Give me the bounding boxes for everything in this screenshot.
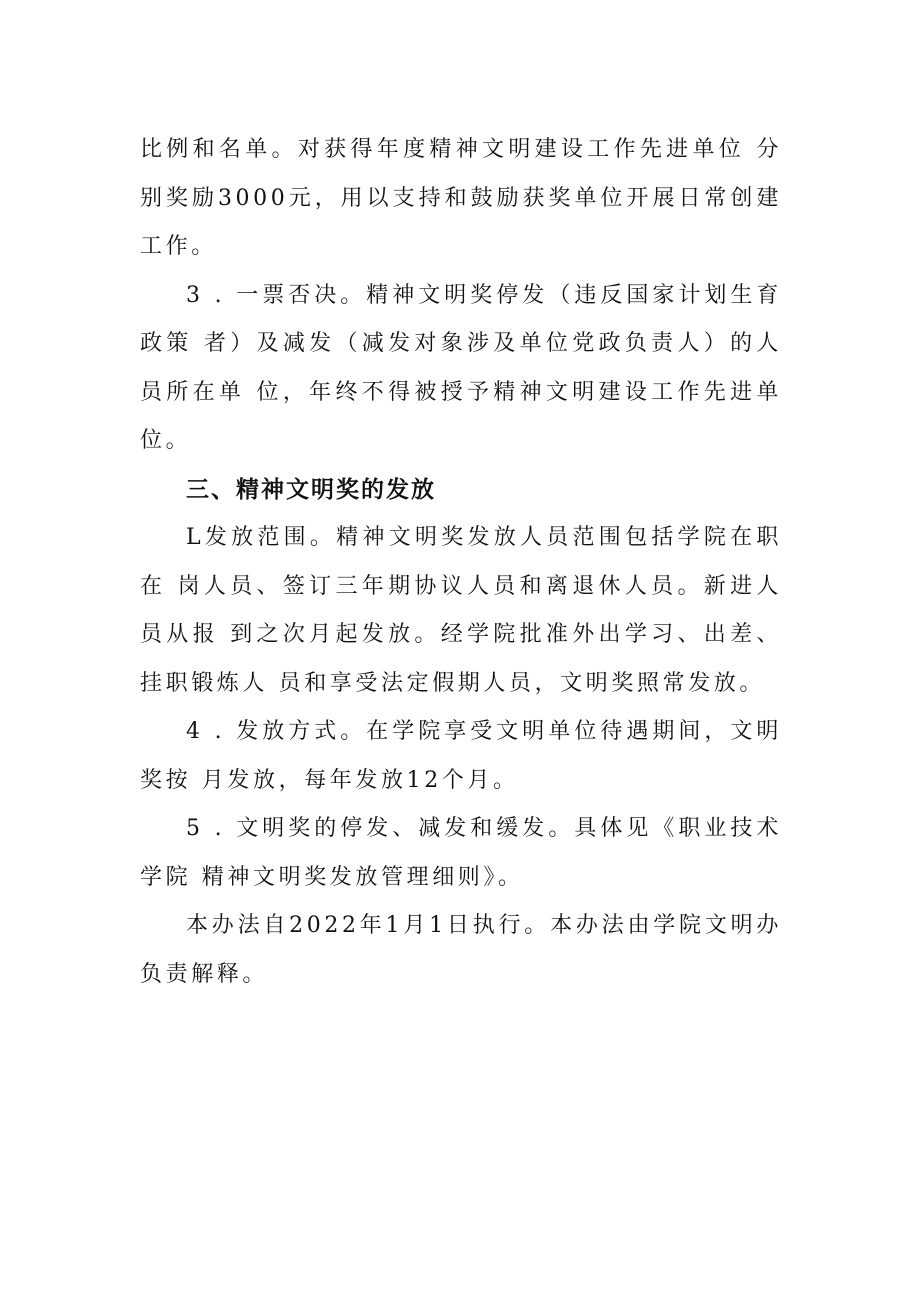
section-heading: 三、精神文明奖的发放 xyxy=(186,476,436,503)
paragraph-effective-date: 本办法自2022年1月1日执行。本办法由学院文明办 负责解释。 xyxy=(140,913,782,987)
paragraph-item-1: L发放范围。精神文明奖发放人员范围包括学院在职在 岗人员、签订三年期协议人员和离退休人员。新进人员从报 到之次月起发放。经学院批准外出学习、出差、挂职锻炼人 员和享受法定假期人员，文明奖照常发放。 xyxy=(140,525,782,696)
paragraph-item-4: 4 . 发放方式。在学院享受文明单位待遇期间，文明奖按 月发放，每年发放12个月。 xyxy=(140,719,782,793)
paragraph-item-3: 3 . 一票否决。精神文明奖停发（违反国家计划生育政策 者）及减发（减发对象涉及单位党政负责人）的人员所在单 位，年终不得被授予精神文明建设工作先进单位。 xyxy=(140,282,782,453)
document-body xyxy=(140,126,782,999)
paragraph-item-5: 5 . 文明奖的停发、减发和缓发。具体见《职业技术学院 精神文明奖发放管理细则》。 xyxy=(140,816,782,890)
paragraph-continuation: 比例和名单。对获得年度精神文明建设工作先进单位 分别奖励3000元，用以支持和鼓励获奖单位开展日常创建 工作。 xyxy=(140,137,782,259)
